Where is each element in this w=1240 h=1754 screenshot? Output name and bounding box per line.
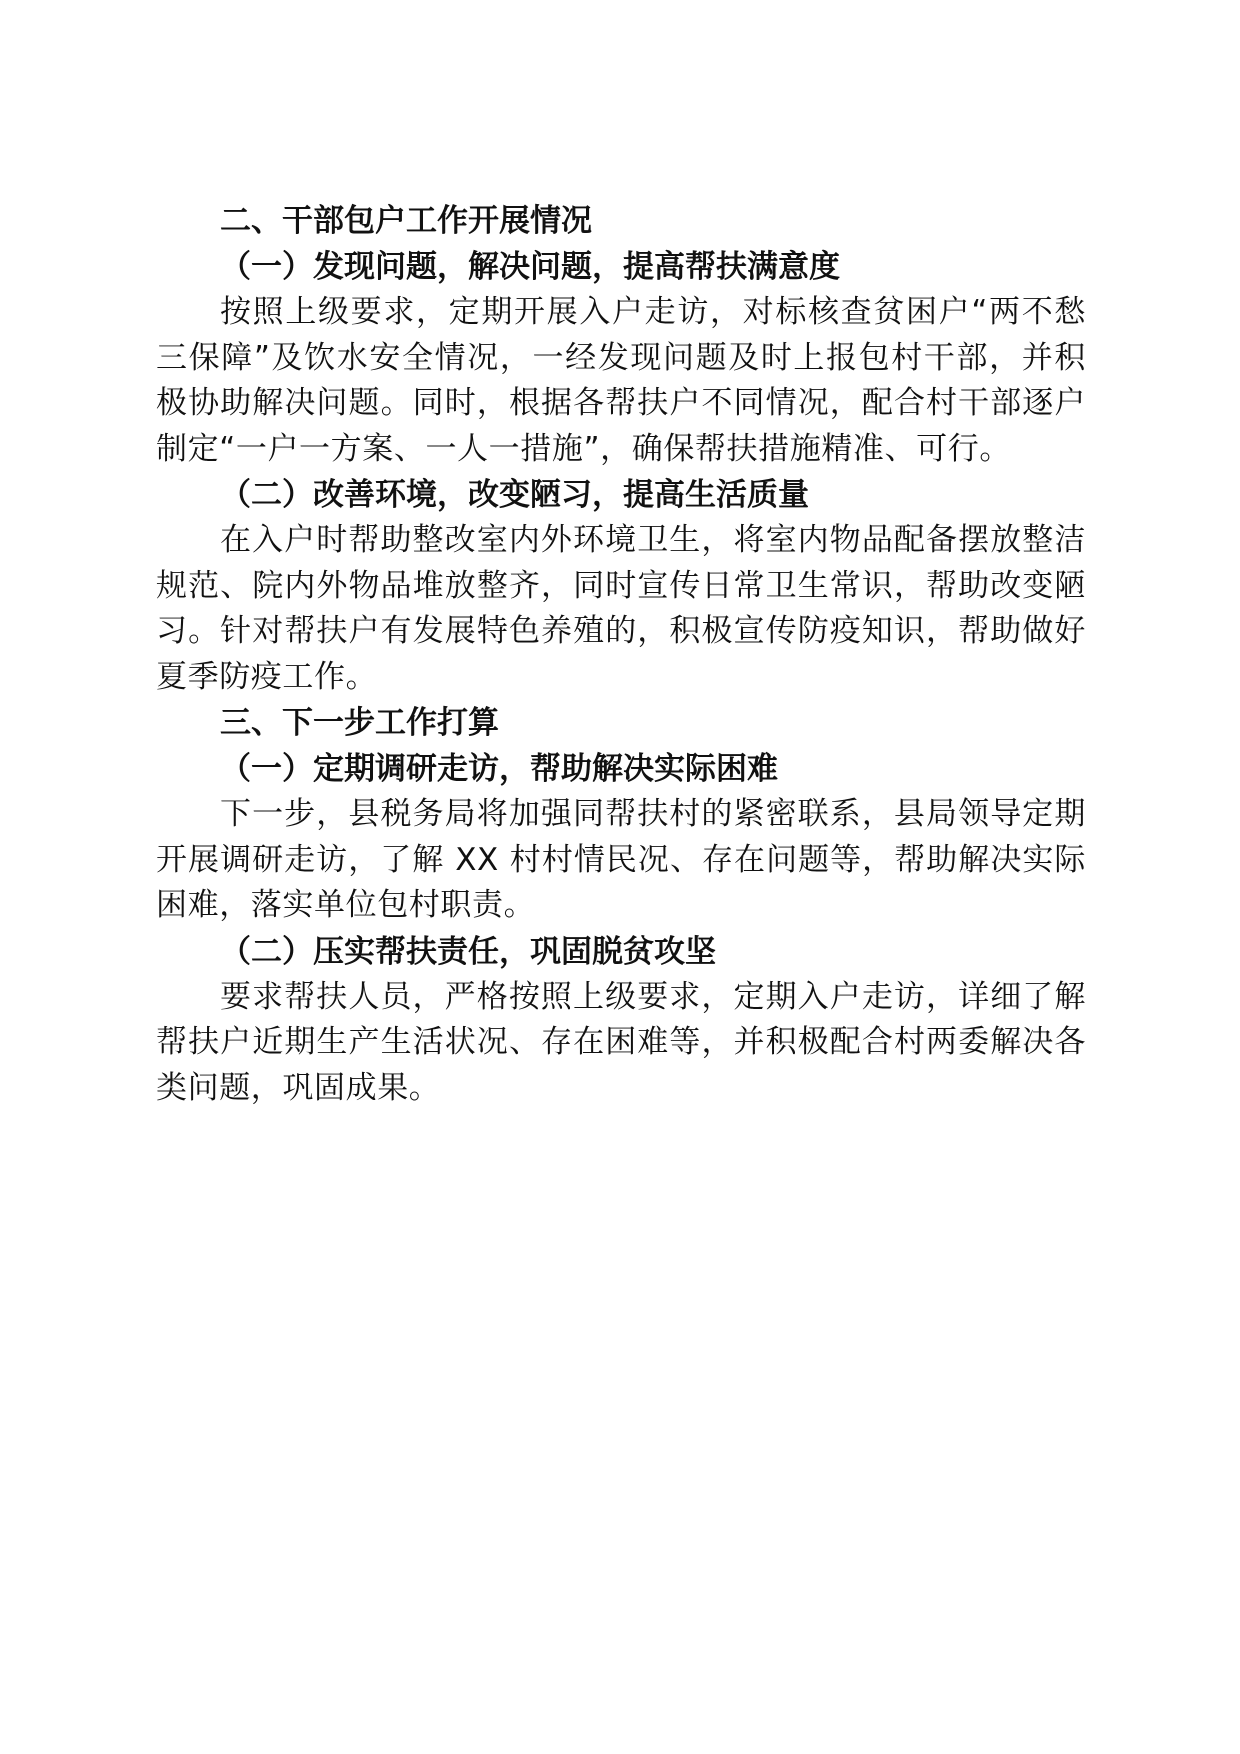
subsection-heading-2-2: （二）改善环境，改变陋习，提高生活质量 xyxy=(220,477,809,513)
section-heading-3: 三、下一步工作打算 xyxy=(220,705,499,741)
subsection-heading-3-1: （一）定期调研走访，帮助解决实际困难 xyxy=(220,751,778,787)
paragraph-3-2: 要求帮扶人员，严格按照上级要求，定期入户走访，详细了解帮扶户近期生产生活状况、存在困难等，并积极配合村两委解决各类问题，巩固成果。 xyxy=(156,978,1086,1106)
section-heading-2: 二、干部包户工作开展情况 xyxy=(220,203,592,239)
paragraph-3-1: 下一步，县税务局将加强同帮扶村的紧密联系，县局领导定期开展调研走访，了解 XX 村村情民况、存在问题等，帮助解决实际困难，落实单位包村职责。 xyxy=(156,796,1086,923)
paragraph-2-2: 在入户时帮助整改室内外环境卫生，将室内物品配备摆放整洁规范、院内外物品堆放整齐，同时宣传日常卫生常识，帮助改变陋习。针对帮扶户有发展特色养殖的，积极宣传防疫知识，帮助做好夏季防疫工作。 xyxy=(156,522,1086,695)
document-body xyxy=(156,198,1086,1111)
subsection-heading-2-1: （一）发现问题，解决问题，提高帮扶满意度 xyxy=(220,249,840,285)
subsection-heading-3-2: （二）压实帮扶责任，巩固脱贫攻坚 xyxy=(220,933,716,970)
paragraph-2-1: 按照上级要求，定期开展入户走访，对标核查贫困户“两不愁三保障”及饮水安全情况，一经发现问题及时上报包村干部，并积极协助解决问题。同时，根据各帮扶户不同情况，配合村干部逐户制定“一户一方案、一人一措施”，确保帮扶措施精准、可行。 xyxy=(156,294,1086,467)
